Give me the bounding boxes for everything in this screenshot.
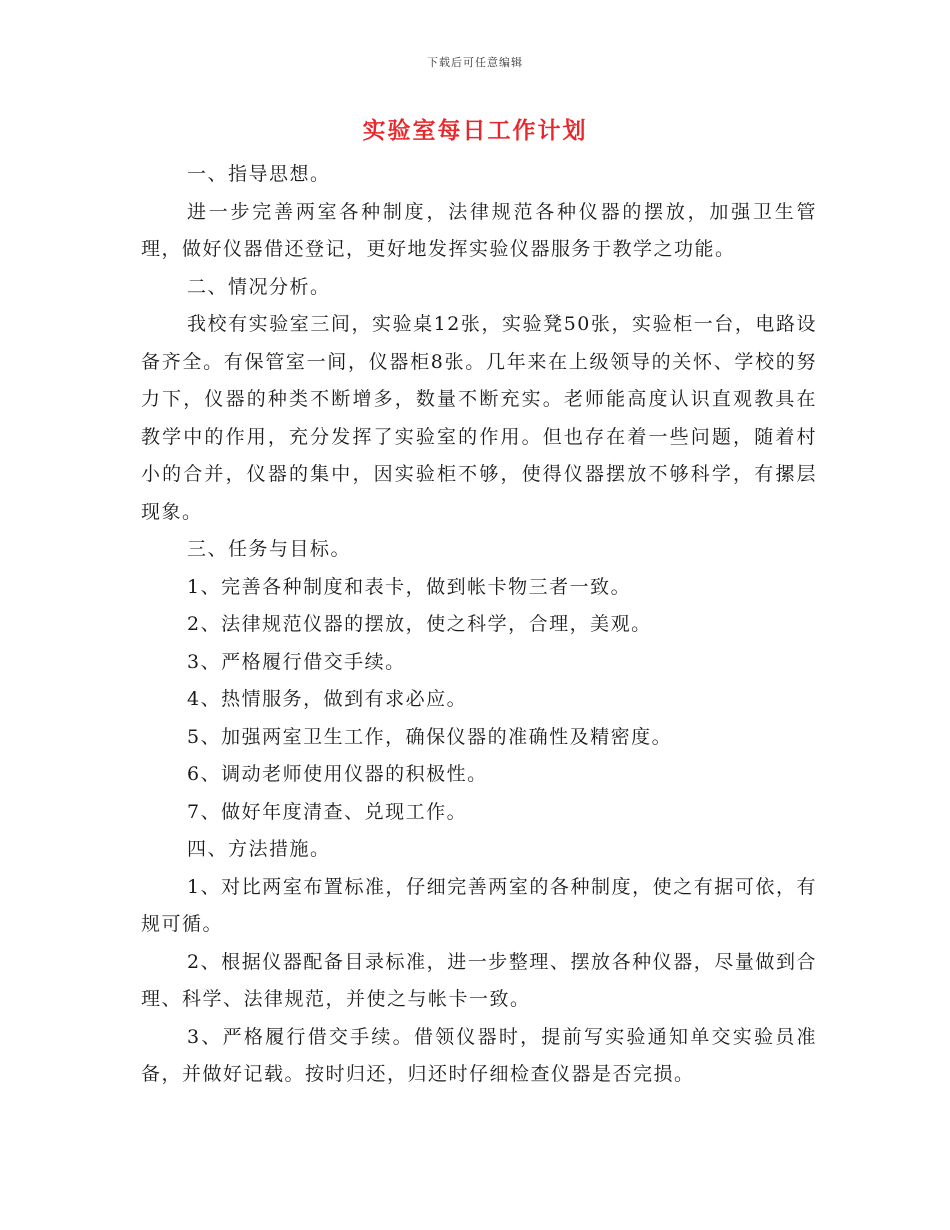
list-item: 3、严格履行借交手续。借领仪器时，提前写实验通知单交实验员准备，并做好记载。按时归还，归还时仔细检查仪器是否完损。 [141, 1025, 817, 1085]
document-body [141, 156, 817, 1094]
paragraph: 进一步完善两室各种制度，法律规范各种仪器的摆放，加强卫生管理，做好仪器借还登记，更好地发挥实验仪器服务于教学之功能。 [141, 200, 817, 260]
list-item: 7、做好年度清查、兑现工作。 [187, 800, 468, 823]
list-item: 2、根据仪器配备目录标准，进一步整理、摆放各种仪器，尽量做到合理、科学、法律规范，并使之与帐卡一致。 [141, 950, 817, 1010]
section-heading: 四、方法措施。 [187, 838, 331, 860]
section-heading: 二、情况分析。 [187, 275, 331, 298]
header-note: 下载后可任意编辑 [427, 56, 523, 69]
list-item: 1、对比两室布置标准，仔细完善两室的各种制度，使之有据可依，有规可循。 [141, 875, 817, 935]
paragraph: 我校有实验室三间，实验桌12张，实验凳50张，实验柜一台，电路设备齐全。有保管室一间，仪器柜8张。几年来在上级领导的关怀、学校的努力下，仪器的种类不断增多，数量不断充实。老师能高度认识直观教具在教学中的作用，充分发挥了实验室的作用。但也存在着一些问题，随着村小的合并，仪器的集中，因实验柜不够，使得仪器摆放不够科学，有摞层现象。 [141, 313, 817, 523]
list-item: 2、法律规范仪器的摆放，使之科学，合理，美观。 [187, 613, 652, 635]
list-item: 6、调动老师使用仪器的积极性。 [187, 763, 488, 785]
list-item: 3、严格履行借交手续。 [187, 650, 406, 673]
document-title: 实验室每日工作计划 [362, 117, 588, 144]
list-item: 4、热情服务，做到有求必应。 [187, 688, 468, 710]
list-item: 1、完善各种制度和表卡，做到帐卡物三者一致。 [187, 575, 632, 598]
section-heading: 三、任务与目标。 [187, 538, 352, 560]
list-item: 5、加强两室卫生工作，确保仪器的准确性及精密度。 [187, 725, 673, 748]
section-heading: 一、指导思想。 [187, 163, 331, 185]
